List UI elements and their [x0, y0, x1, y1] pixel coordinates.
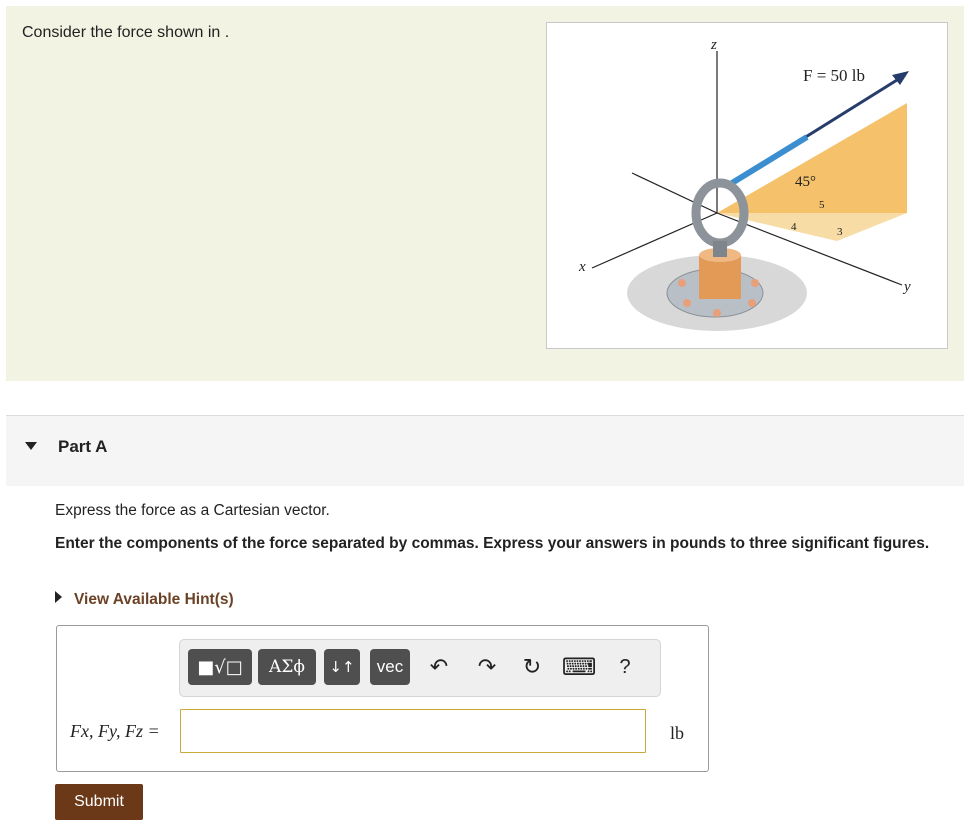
bolt [683, 299, 691, 307]
part-a-header[interactable] [6, 415, 964, 486]
hint-label: View Available Hint(s) [74, 591, 234, 608]
answer-label: Fx, Fy, Fz = [70, 721, 160, 741]
slope-b-label: 3 [837, 226, 843, 238]
eye-shank [713, 241, 727, 257]
force-plane [717, 103, 907, 213]
keyboard-icon[interactable]: ⌨ [561, 653, 597, 681]
answer-input[interactable] [180, 709, 646, 753]
angle-label: 45° [795, 174, 816, 190]
answer-unit: lb [670, 723, 685, 743]
bolt [713, 309, 721, 317]
answer-box [56, 625, 709, 772]
expand-triangle-icon [55, 591, 62, 603]
undo-icon[interactable]: ↶ [429, 654, 449, 679]
view-hints-link[interactable] [55, 591, 234, 609]
problem-panel [6, 6, 964, 381]
axis-y-label: y [904, 279, 911, 295]
slope-a-label: 4 [791, 221, 797, 233]
problem-figure [546, 22, 948, 349]
force-label: F = 50 lb [803, 66, 866, 85]
templates-button[interactable]: ■√□ [188, 649, 252, 685]
force-diagram [547, 23, 947, 348]
bolt [751, 279, 759, 287]
slope-hyp-label: 5 [819, 199, 825, 211]
bolt [678, 279, 686, 287]
problem-statement: Consider the force shown in . [22, 24, 230, 41]
greek-symbols-button[interactable]: ΑΣϕ [258, 649, 316, 685]
redo-icon[interactable]: ↷ [477, 654, 497, 679]
collapse-triangle-icon[interactable] [25, 442, 37, 450]
bolt [748, 299, 756, 307]
axis-x-label: x [579, 259, 586, 275]
vector-button[interactable]: vec [370, 649, 410, 685]
reset-icon[interactable]: ↻ [522, 654, 542, 679]
instruction-text: Express the force as a Cartesian vector. [55, 502, 330, 519]
help-icon[interactable]: ? [619, 655, 631, 678]
part-title: Part A [58, 437, 108, 456]
axis-z-label: z [711, 37, 717, 53]
math-toolbar [179, 639, 661, 697]
submit-button[interactable]: Submit [55, 784, 143, 820]
subscript-superscript-button[interactable]: ↓↑ [324, 649, 360, 685]
instruction-bold-text: Enter the components of the force separated by commas. Express your answers in pounds to three significant figures. [55, 535, 930, 552]
